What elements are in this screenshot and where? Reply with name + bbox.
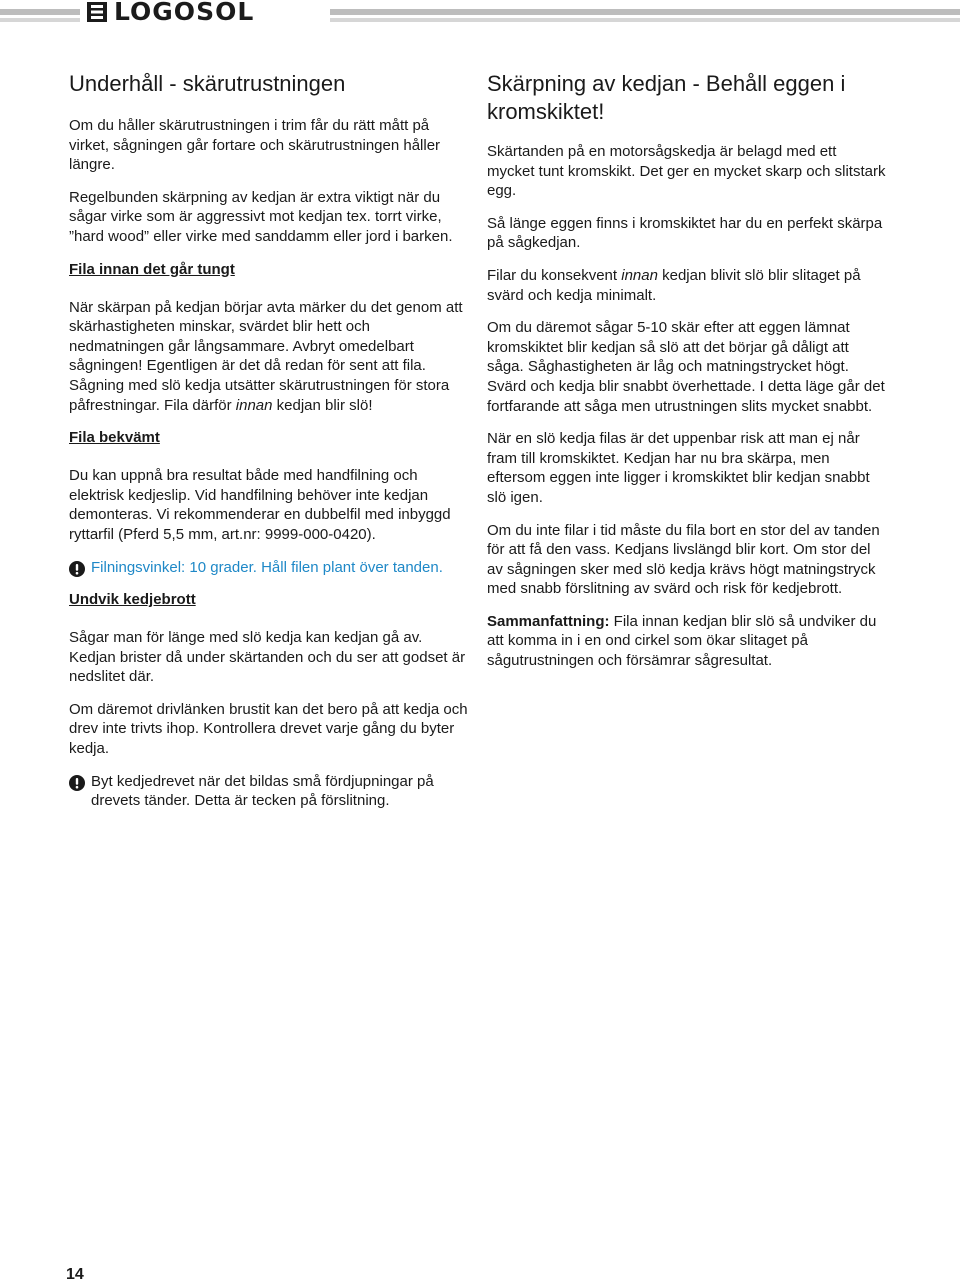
file-comfortably-paragraph: Du kan uppnå bra resultat både med handfilning och elektrisk kedjeslip. Vid handfilning behöver inte kedjan demonteras. Vi rekommenderar en dubbelfil med inbyggd ryttarfil (Pferd 5,5 mm, art.nr: 9999-000-0420). xyxy=(69,467,451,543)
subheading-file-before: Fila innan det går tungt xyxy=(69,260,235,278)
perfect-sharpness-paragraph: Så länge eggen finns i kromskiktet har du en perfekt skärpa på sågkedjan. xyxy=(487,214,883,252)
file-before-text-b: kedjan blir slö! xyxy=(272,396,373,414)
intro-paragraph: Om du håller skärutrustningen i trim får du rätt mått på virket, sågningen går fortare och skärutrustningen håller längre. xyxy=(69,117,441,174)
chrome-layer-paragraph: Skärtanden på en motorsågskedja är belagd med ett mycket tunt kromskikt. Det ger en mycket skarp och slitstark egg. xyxy=(487,143,886,200)
exclamation-circle-icon xyxy=(69,775,85,791)
dull-filing-risk-paragraph: När en slö kedja filas är det uppenbar risk att man ej når fram till kromskiktet. Kedjan har nu bra skärpa, men eftersom eggen inte ligger i kromskiktet blir kedjan snabbt slö igen. xyxy=(487,430,870,506)
consistent-filing-text-b: kedjan blivit slö blir slitaget på svärd och kedja minimalt. xyxy=(487,266,861,304)
warning-sprocket xyxy=(69,772,469,811)
page-number: 14 xyxy=(66,1266,84,1283)
subheading-file-comfortably: Fila bekvämt xyxy=(69,429,160,447)
header-bar-right xyxy=(330,9,960,15)
warning-filing-angle xyxy=(69,558,469,578)
summary-paragraph xyxy=(487,612,887,671)
logosol-logo xyxy=(86,0,254,26)
file-before-paragraph xyxy=(69,298,469,416)
file-before-emphasis: innan xyxy=(235,396,273,414)
consistent-filing-paragraph xyxy=(487,266,887,305)
header-bar-left-lower xyxy=(0,18,80,22)
logo-text: LOGOSOL xyxy=(114,0,255,26)
regular-sharpening-paragraph: Regelbunden skärpning av kedjan är extra viktigt när du sågar virke som är aggressivt mot kedjan tex. torrt virke, ”hard wood” eller virke med sanddamm eller jord i barken. xyxy=(69,188,453,245)
dull-sawing-paragraph: Om du däremot sågar 5-10 skär efter att eggen lämnat kromskiktet blir kedjan så slö att det börjar gå dåligt att såga. Såghastigheten är låg och matningstrycket högt. Svärd och kedja blir snabbt överhettade. I detta läge går det fortfarande att såga men utrustningen slits mycket snabbt. xyxy=(487,319,885,415)
file-before-text-a: När skärpan på kedjan börjar avta märker du det genom att skärhastigheten minskar, svärdet blir hett och nedmatningen går långsammare. Avbryt omedelbart sågningen! Egentligen är det då redan för sent att fila. Sågning med slö kedja utsätter skärutrustningen för stora påfrestningar. Fila därför xyxy=(69,298,463,414)
right-column xyxy=(487,70,887,684)
page-header xyxy=(0,0,960,30)
left-section-title: Underhåll - skärutrustningen xyxy=(69,71,346,96)
exclamation-circle-icon xyxy=(69,561,85,577)
consistent-filing-text-a: Filar du konsekvent xyxy=(487,266,622,284)
right-section-title: Skärpning av kedjan - Behåll eggen i kromskiktet! xyxy=(487,71,846,124)
header-bar-left xyxy=(0,9,80,15)
avoid-breakage-paragraph-1: Sågar man för länge med slö kedja kan kedjan gå av. Kedjan brister då under skärtanden och du ser att godset är nedslitet där. xyxy=(69,629,466,686)
warning-filing-angle-text: Filningsvinkel: 10 grader. Håll filen plant över tanden. xyxy=(91,558,443,576)
subheading-avoid-breakage: Undvik kedjebrott xyxy=(69,591,196,609)
avoid-breakage-paragraph-2: Om däremot drivlänken brustit kan det bero på att kedja och drev inte trivts ihop. Kontrollera drevet varje gång du byter kedja. xyxy=(69,700,468,758)
consistent-filing-emphasis: innan xyxy=(621,266,658,284)
warning-sprocket-text: Byt kedjedrevet när det bildas små fördjupningar på drevets tänder. Detta är tecken på förslitning. xyxy=(91,772,434,810)
late-filing-paragraph: Om du inte filar i tid måste du fila bort en stor del av tanden för att få den vass. Kedjans livslängd blir kort. Om stor del av sågningen sker med slö kedja krävs högt matningstryck med snabb förslitning av svärd och risk för kedjebrott. xyxy=(487,521,880,598)
left-column xyxy=(69,70,469,824)
summary-text: Fila innan kedjan blir slö så undviker du att komma in i en ond cirkel som ökar slitaget på sågutrustningen och försämrar sågresultat. xyxy=(487,612,877,670)
logosol-logo-icon xyxy=(86,1,108,23)
summary-label: Sammanfattning: xyxy=(487,612,610,630)
header-bar-right-lower xyxy=(330,18,960,22)
